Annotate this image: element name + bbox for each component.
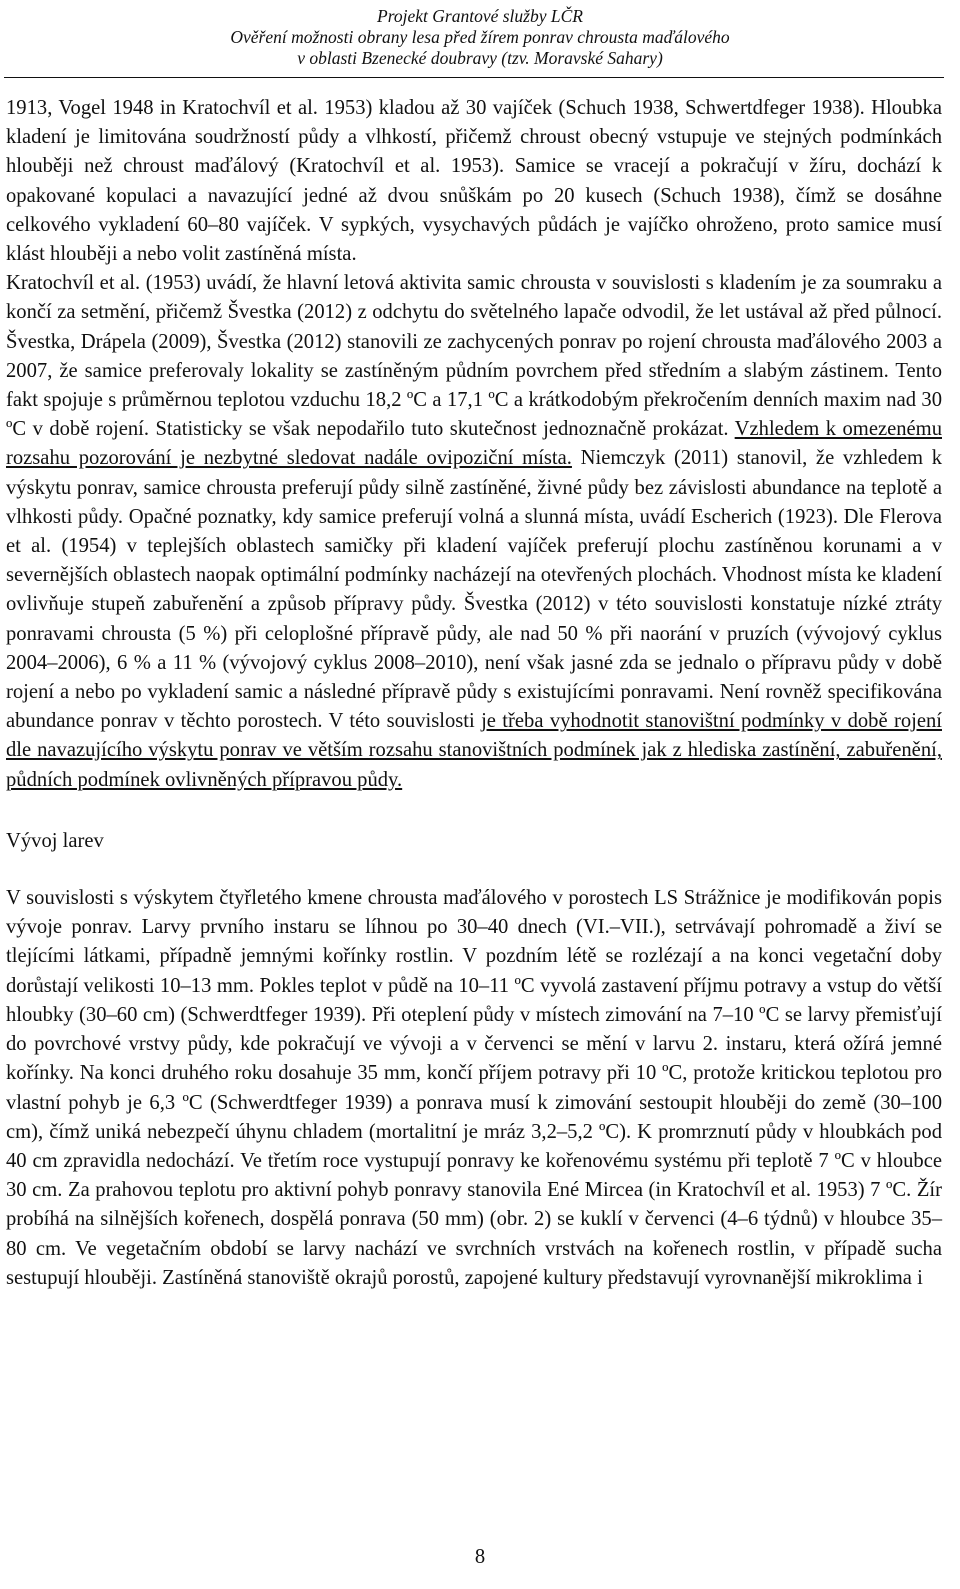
section-heading: Vývoj larev — [6, 829, 104, 852]
paragraph-oviposition-depth: 1913, Vogel 1948 in Kratochvíl et al. 1953) kladou až 30 vajíček (Schuch 1938, Schwertdfeger 1938). Hloubka kladení je limitována soudržností půdy a vlhkostí, přičemž chroust obecný vstupuje ve stejných podmínkách hlouběji než chroust maďálový (Kratochvíl et al. 1953). Samice se vracejí a pokračují v žíru, dochází k opakované kopulaci a navazující jedné až dvou snůškám po 20 kusech (Schuch 1938), čímž se dosáhne celkového vykladení 60–80 vajíček. V sypkých, vysychavých půdách je vajíčko ohroženo, proto samice musí klást hlouběji a nebo volit zastíněná místa. — [6, 97, 942, 266]
body-text — [6, 94, 942, 1293]
paragraph-flight-activity — [6, 269, 942, 795]
underlined-statement: je třeba vyhodnotit stanovištní podmínky v době rojení dle navazujícího výskytu ponrav ve větším rozsahu stanovištních podmínek jak z hlediska zastínění, zabuřenění, půdních podmínek ovlivněných přípravou půdy. — [6, 710, 942, 791]
underlined-statement: Vzhledem k omezenému rozsahu pozorování je nezbytné sledovat nadále ovipoziční místa. — [6, 418, 942, 470]
paragraph-larval-development: V souvislosti s výskytem čtyřletého kmene chrousta maďálového v porostech LS Strážnice je modifikován popis vývoje ponrav. Larvy prvního instaru se líhnou po 30–40 dnech (VI.–VII.), setrvávají pohromadě a živí se tlejícími látkami, případně jemnými kořínky rostlin. V pozdním létě se rozlézají a na konci vegetační doby dorůstají velikosti 10–13 mm. Pokles teplot v půdě na 10–11 ºC vyvolá zastavení příjmu potravy a vstup do větší hloubky (30–60 cm) (Schwerdtfeger 1939). Při oteplení půdy v místech zimování na 7–10 ºC se larvy přemisťují do povrchové vrstvy půdy, kde pokračují ve vývoji a v červenci se mění v larvu 2. instaru, která ožírá jemné kořínky. Na konci druhého roku dosahuje 35 mm, končí příjem potravy při 10 ºC, protože kritickou teplotou pro vlastní pohyb je 6,3 ºC (Schwerdtfeger 1939) a ponrava musí k zimování sestoupit hlouběji do země (30–100 cm), čímž uniká nebezpečí úhynu chladem (mortalitní je mráz 3,2–5,2 ºC). K promrznutí půdy v hloubkách pod 40 cm zpravidla nedochází. Ve třetím roce vystupují ponravy ke kořenovému systému při teplotě 7 ºC v hloubce 30 cm. Za prahovou teplotu pro aktivní pohyb ponravy stanovila Ené Mircea (in Kratochvíl et al. 1953) 7 ºC. Žír probíhá na silnějších kořenech, dospělá ponrava (50 mm) (obr. 2) se kuklí v červenci (4–6 týdnů) v hloubce 35–80 cm. Ve vegetačním období se larvy nachází ve svrchních vrstvách na kořenech rostlin, v případě sucha sestupují hlouběji. Zastíněná stanoviště okrajů porostů, zapojené kultury představují vyrovnanější mikroklima i — [6, 887, 942, 1289]
paragraph-text: Niemczyk (2011) stanovil, že vzhledem k výskytu ponrav, samice chrousta preferují půdy silně zastíněné, živné půdy bez závislosti abundance na teplotě a vlhkosti půdy. Opačné poznatky, kdy samice preferují volná a slunná místa, uvádí Escherich (1923). Dle Flerova et al. (1954) v teplejších oblastech samičky při kladení vajíček preferují plochu zastíněnou korunami a v severnějších oblastech naopak optimální podmínky nacházejí na otevřených plochách. Vhodnost místa ke kladení ovlivňuje stupeň zabuřenění a způsob přípravy půdy. Švestka (2012) v této souvislosti konstatuje nízké ztráty ponravami chrousta (5 %) při celoplošné přípravě půdy, ale nad 50 % při naorání v pruzích (vývojový cyklus 2004–2006), 6 % a 11 % (vývojový cyklus 2008–2010), není však jasné zda se jednalo o přípravu půdy v době rojení a nebo po vykladení samic a následné přípravě půdy s existujícími ponravami. Není rovněž specifikována abundance ponrav v těchto porostech. V této souvislosti — [6, 447, 942, 733]
running-header — [0, 6, 960, 69]
header-project-line: Projekt Grantové služby LČR — [377, 6, 583, 26]
page-number: 8 — [474, 1546, 486, 1568]
paragraph-text: Kratochvíl et al. (1953) uvádí, že hlavní letová aktivita samic chrousta v souvislosti s kladením je za soumraku a končí za setmění, přičemž Švestka (2012) z odchytu do světelného lapače odvodil, že let ustával až před půlnocí. Švestka, Drápela (2009), Švestka (2012) stanovili ze zachycených ponrav po rojení chrousta maďálového 2003 a 2007, že samice preferovaly lokality se zastíněným půdním povrchem před středním a slabým zástinem. Tento fakt spojuje s průměrnou teplotou vzduchu 18,2 ºC a 17,1 ºC a krátkodobým překročením denních maxim nad 30 ºC v době rojení. Statisticky se však nepodařilo tuto skutečnost jednoznačně prokázat. — [6, 272, 942, 441]
header-location-line: v oblasti Bzenecké doubravy (tzv. Moravské Sahary) — [297, 48, 663, 68]
header-title-line: Ověření možnosti obrany lesa před žírem ponrav chrousta maďálového — [230, 27, 730, 47]
header-divider — [4, 77, 944, 78]
